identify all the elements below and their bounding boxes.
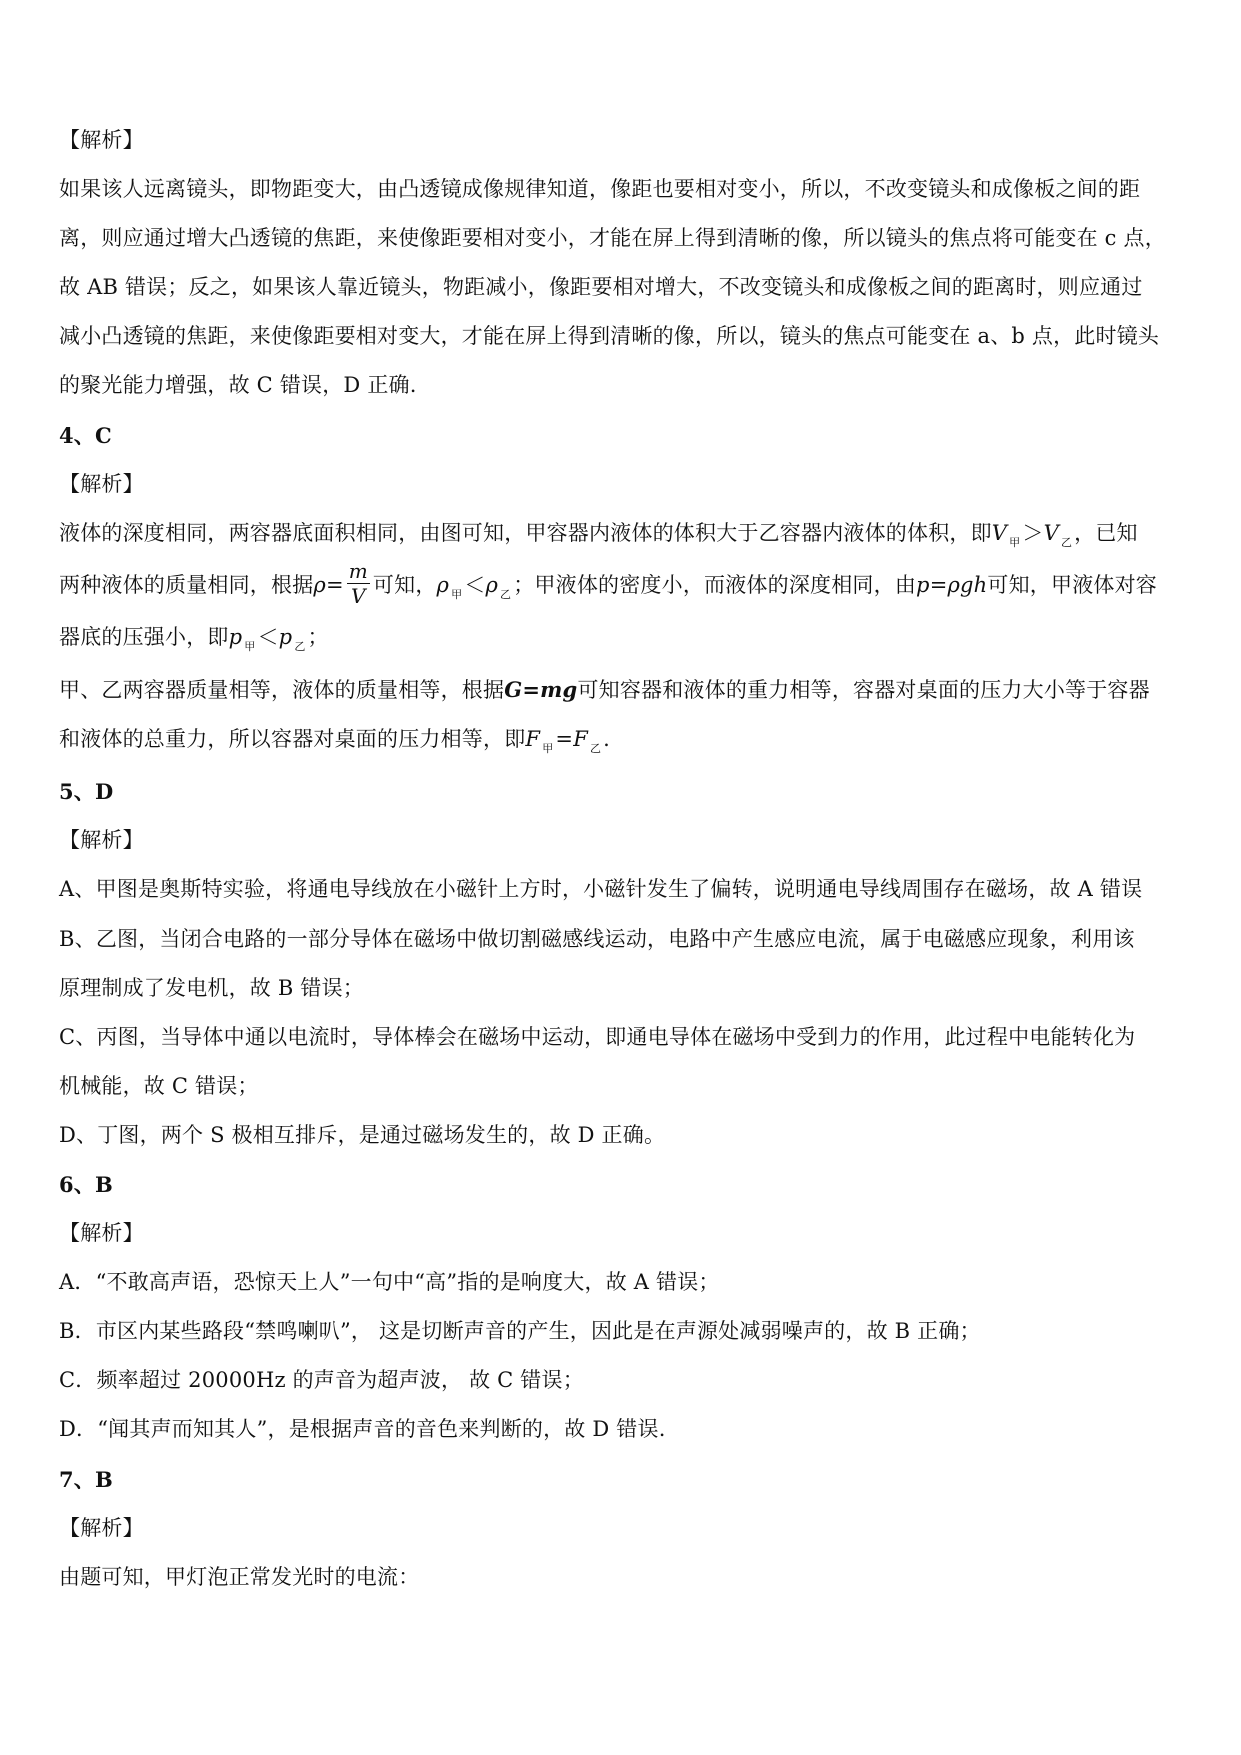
- analysis-heading: 【解析】: [59, 1221, 144, 1246]
- subscript-jia: 甲: [451, 587, 463, 601]
- text-run: 可知，: [372, 572, 437, 597]
- paragraph-line: 机械能，故 C 错误；: [59, 1073, 259, 1098]
- paragraph-line: [59, 509, 1189, 561]
- density-formula-lhs: ρ=: [313, 572, 344, 597]
- text-run: 可知，甲液体对容: [987, 572, 1158, 597]
- fraction-denominator: V: [351, 583, 366, 608]
- paragraph-line: B．市区内某些路段“禁鸣喇叭”， 这是切断声音的产生，因此是在声源处减弱噪声的，故 B 正确；: [59, 1319, 981, 1344]
- greater-than-sign: ＞: [1022, 520, 1044, 545]
- text-run: ，已知: [1074, 520, 1138, 545]
- paragraph-line: 的聚光能力增强，故 C 错误，D 正确.: [59, 373, 417, 398]
- subscript-jia: 甲: [542, 742, 554, 756]
- paragraph-line: D．“闻其声而知其人”，是根据声音的音色来判断的，故 D 错误.: [59, 1417, 666, 1442]
- document-page: [59, 116, 1189, 1602]
- text-run: ；: [307, 624, 329, 649]
- text-run: 和液体的总重力，所以容器对桌面的压力相等，即: [59, 727, 526, 752]
- paragraph-line: C、丙图，当导体中通以电流时，导体棒会在磁场中运动，即通电导体在磁场中受到力的作用，此过程中电能转化为: [59, 1024, 1136, 1049]
- paragraph-line: [59, 558, 1189, 613]
- subscript-yi: 乙: [589, 742, 602, 756]
- text-run: 液体的深度相同，两容器底面积相同，由图可知，甲容器内液体的体积大于乙容器内液体的体积，即: [59, 520, 992, 545]
- variable-p: p: [228, 624, 243, 649]
- answer-label: 7、B: [59, 1466, 113, 1492]
- subscript-jia: 甲: [244, 639, 256, 653]
- paragraph-line: A、甲图是奥斯特实验，将通电导线放在小磁针上方时，小磁针发生了偏转，说明通电导线周围存在磁场，故 A 错误: [59, 877, 1143, 902]
- paragraph-line: 如果该人远离镜头，即物距变大，由凸透镜成像规律知道，像距也要相对变小，所以，不改变镜头和成像板之间的距: [59, 177, 1141, 202]
- density-fraction: [347, 558, 370, 608]
- text-run: 两种液体的质量相同，根据: [59, 572, 314, 597]
- paragraph-line: D、丁图，两个 S 极相互排斥，是通过磁场发生的，故 D 正确。: [59, 1122, 666, 1147]
- less-than-sign: ＜: [257, 624, 279, 649]
- subscript-yi: 乙: [294, 639, 306, 653]
- variable-rho: ρ: [485, 572, 499, 597]
- paragraph-line: 原理制成了发电机，故 B 错误；: [59, 975, 364, 1000]
- paragraph-line: [59, 613, 1189, 665]
- analysis-heading: 【解析】: [59, 471, 144, 496]
- equals-sign: =: [555, 727, 574, 752]
- paragraph-line: 减小凸透镜的焦距，来使像距要相对变大，才能在屏上得到清晰的像，所以，镜头的焦点可能变在 a、b 点，此时镜头: [59, 324, 1160, 349]
- answer-label: 5、D: [59, 779, 114, 805]
- variable-v: V: [991, 520, 1008, 545]
- answer-label: 6、B: [59, 1171, 113, 1197]
- answer-label: 4、C: [59, 422, 112, 448]
- pressure-formula: p=ρgh: [916, 572, 988, 597]
- variable-f: F: [525, 727, 541, 752]
- variable-f: F: [573, 727, 588, 752]
- subscript-yi: 乙: [1060, 535, 1073, 549]
- gravity-formula: G=mg: [504, 677, 578, 703]
- variable-v: V: [1043, 520, 1059, 545]
- paragraph-line: C．频率超过 20000Hz 的声音为超声波， 故 C 错误；: [59, 1368, 584, 1393]
- fraction-numerator: m: [348, 558, 368, 583]
- paragraph-line: 离，则应通过增大凸透镜的焦距，来使像距要相对变小，才能在屏上得到清晰的像，所以镜头的焦点将可能变在 c 点，: [59, 226, 1166, 251]
- text-run: 器底的压强小，即: [59, 624, 229, 649]
- subscript-jia: 甲: [1009, 535, 1021, 549]
- analysis-heading: 【解析】: [59, 1515, 144, 1540]
- text-run: ；甲液体的密度小，而液体的深度相同，由: [513, 572, 917, 597]
- period: .: [603, 727, 611, 752]
- variable-p: p: [278, 624, 293, 649]
- analysis-heading: 【解析】: [59, 128, 144, 152]
- paragraph-line: 由题可知，甲灯泡正常发光时的电流：: [59, 1564, 420, 1589]
- subscript-yi: 乙: [500, 587, 512, 601]
- paragraph-line: B、乙图，当闭合电路的一部分导体在磁场中做切割磁感线运动，电路中产生感应电流，属于电磁感应现象，利用该: [59, 926, 1135, 951]
- variable-rho: ρ: [436, 572, 450, 597]
- paragraph-line: 故 AB 错误；反之，如果该人靠近镜头，物距减小，像距要相对增大，不改变镜头和成像板之间的距离时，则应通过: [59, 275, 1143, 300]
- paragraph-line: [59, 715, 1189, 767]
- paragraph-line: [59, 665, 1189, 715]
- analysis-heading: 【解析】: [59, 828, 144, 853]
- paragraph-line: A．“不敢高声语，恐惊天上人”一句中“高”指的是响度大，故 A 错误；: [59, 1270, 720, 1295]
- text-run: 可知容器和液体的重力相等，容器对桌面的压力大小等于容器: [577, 678, 1150, 703]
- text-run: 甲、乙两容器质量相等，液体的质量相等，根据: [59, 678, 505, 703]
- less-than-sign: ＜: [464, 572, 486, 597]
